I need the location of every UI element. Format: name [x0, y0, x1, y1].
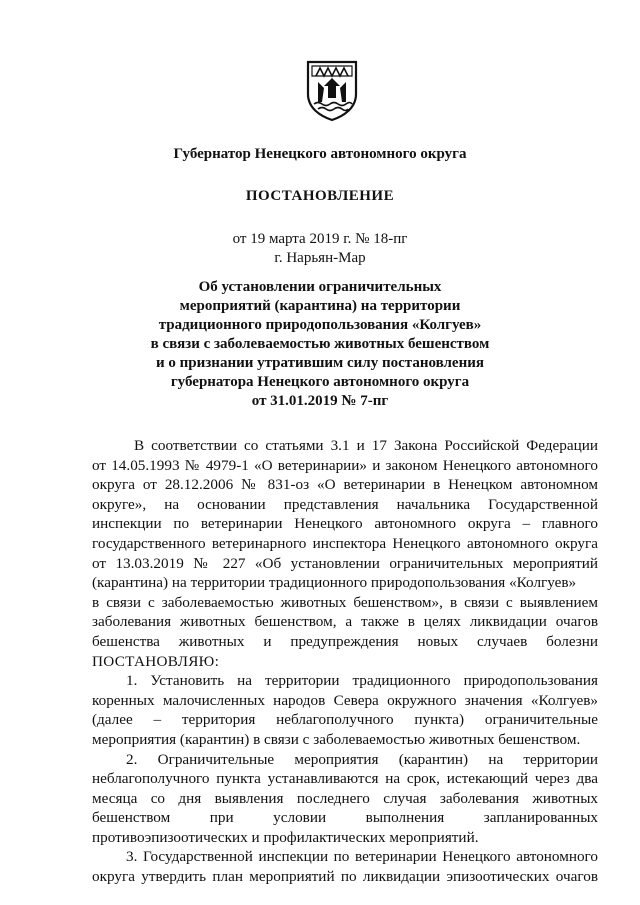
- document-body: [92, 436, 598, 887]
- body-line: государственного ветеринарного инспектора Ненецкого автономного округа: [92, 534, 598, 552]
- body-line: бешенства животных и предупреждения новых случаев болезни: [92, 632, 598, 650]
- body-line: 2. Ограничительные мероприятия (карантин) на территории: [126, 750, 598, 768]
- body-line: от 14.05.1993 № 4979-1 «О ветеринарии» и законом Ненецкого автономного: [92, 456, 598, 474]
- issuer-title: Губернатор Ненецкого автономного округа: [173, 146, 467, 162]
- document-type: ПОСТАНОВЛЕНИЕ: [245, 188, 395, 204]
- body-line: В соответствии со статьями 3.1 и 17 Закона Российской Федерации: [134, 437, 598, 454]
- item-1-paragraph: [92, 671, 598, 749]
- body-line: 1. Установить на территории традиционного природопользования: [126, 672, 598, 690]
- document-date-number: от 19 марта 2019 г. № 18-пг: [232, 231, 408, 247]
- title-line: в связи с заболеваемостью животных бешенством: [150, 336, 490, 352]
- body-line: бешенством при условии выполнения запланированных: [92, 809, 598, 827]
- body-line: мероприятия (карантин) в связи с заболеваемостью животных бешенством.: [92, 730, 581, 748]
- body-line: инспекции по ветеринарии Ненецкого автономного округа – главного: [92, 515, 598, 533]
- body-line: месяца со дня выявления последнего случая заболевания животных: [92, 789, 598, 807]
- item-3-paragraph: [92, 847, 598, 886]
- body-line: заболевания животных бешенством, а также в целях ликвидации очагов: [92, 613, 598, 631]
- body-line: от 13.03.2019 № 227 «Об установлении ограничительных мероприятий: [92, 554, 598, 572]
- document-title: [0, 278, 640, 411]
- body-line: противоэпизоотических и профилактических мероприятий.: [92, 828, 479, 846]
- document-city: г. Нарьян-Мар: [274, 250, 366, 266]
- body-line: округа от 28.12.2006 № 831-оз «О ветеринарии в Ненецком автономном: [92, 476, 598, 494]
- item-2-paragraph: [92, 750, 598, 848]
- coat-of-arms-icon: [304, 58, 360, 122]
- body-line: неблагополучного пункта устанавливаются на срок, истекающий через два: [92, 770, 598, 788]
- title-line: от 31.01.2019 № 7-пг: [251, 393, 389, 409]
- body-line: (далее – территория неблагополучного пункта) ограничительные: [92, 711, 598, 729]
- title-line: и о признании утратившим силу постановления: [156, 355, 484, 371]
- body-line: 3. Государственной инспекции по ветеринарии Ненецкого автономного: [126, 848, 598, 866]
- title-line: традиционного природопользования «Колгуев»: [158, 317, 482, 333]
- title-line: губернатора Ненецкого автономного округа: [170, 374, 470, 390]
- title-line: Об установлении ограничительных: [198, 279, 442, 295]
- body-line: (карантина) на территории традиционного природопользования «Колгуев»: [92, 574, 577, 592]
- body-line: в связи с заболеваемостью животных бешенством», в связи с выявлением: [92, 593, 598, 611]
- body-line: округе», на основании представления начальника Государственной: [92, 495, 598, 513]
- body-line: округа утвердить план мероприятий по ликвидации эпизоотических очагов: [92, 868, 598, 886]
- body-line: коренных малочисленных народов Севера окружного значения «Колгуев»: [92, 691, 598, 709]
- preamble-paragraph: [92, 436, 598, 671]
- decree-word: ПОСТАНОВЛЯЮ:: [92, 652, 220, 670]
- title-line: мероприятий (карантина) на территории: [179, 298, 461, 314]
